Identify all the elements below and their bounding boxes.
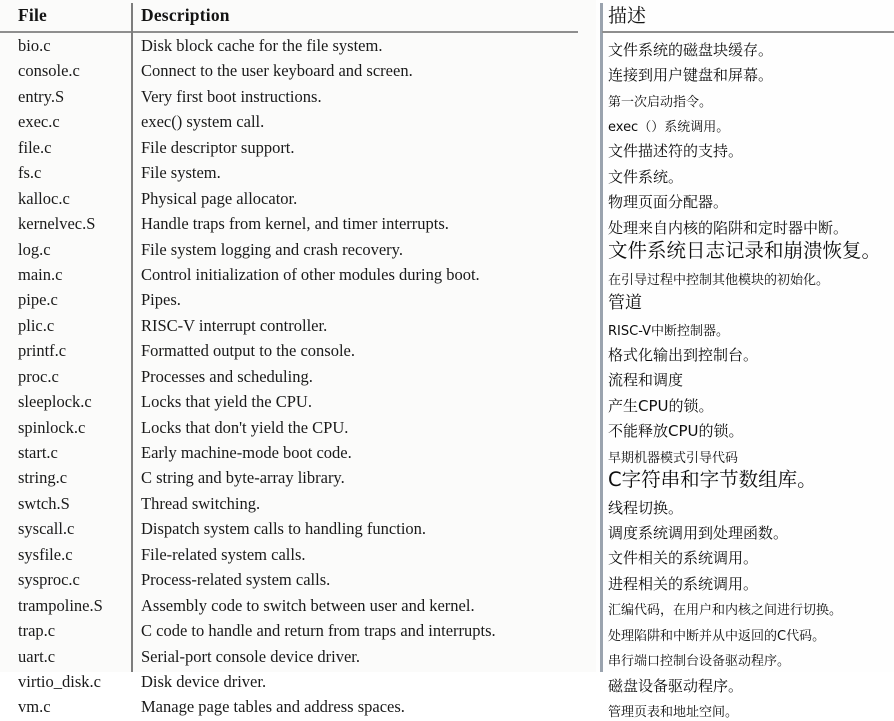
translation-row bbox=[596, 695, 894, 720]
table-row bbox=[0, 314, 596, 339]
cell-description: C string and byte-array library. bbox=[141, 468, 345, 488]
translated-description: 汇编代码，在用户和内核之间进行切换。 bbox=[608, 603, 843, 619]
overlay-header-rule bbox=[602, 31, 894, 33]
cell-file-name: kalloc.c bbox=[18, 188, 70, 208]
translation-body bbox=[596, 34, 894, 721]
table-row bbox=[0, 263, 596, 288]
translated-description: 格式化输出到控制台。 bbox=[608, 345, 759, 364]
translation-row bbox=[596, 365, 894, 390]
table-row bbox=[0, 161, 596, 186]
cell-file-name: uart.c bbox=[18, 646, 56, 666]
translated-description: 不能释放CPU的锁。 bbox=[608, 422, 744, 441]
cell-description: Connect to the user keyboard and screen. bbox=[141, 61, 413, 81]
translated-description: 物理页面分配器。 bbox=[608, 193, 729, 212]
translated-description: 产生CPU的锁。 bbox=[608, 396, 714, 415]
cell-file-name: fs.c bbox=[18, 163, 42, 183]
translation-row bbox=[596, 288, 894, 313]
translated-description: C字符串和字节数组库。 bbox=[608, 468, 817, 492]
cell-description: Thread switching. bbox=[141, 493, 261, 513]
translated-description: RISC-V中断控制器。 bbox=[608, 323, 730, 339]
cell-description: Disk block cache for the file system. bbox=[141, 36, 383, 55]
cell-file-name: spinlock.c bbox=[18, 417, 86, 437]
cell-description: Process-related system calls. bbox=[141, 570, 331, 590]
cell-file-name: vm.c bbox=[18, 697, 51, 717]
cell-file-name: main.c bbox=[18, 264, 63, 284]
cell-description: Manage page tables and address spaces. bbox=[141, 697, 405, 717]
table-body bbox=[0, 34, 596, 721]
translated-description: 文件相关的系统调用。 bbox=[608, 549, 759, 568]
cell-file-name: entry.S bbox=[18, 86, 65, 106]
translated-description: 串行端口控制台设备驱动程序。 bbox=[608, 654, 791, 670]
table-row bbox=[0, 136, 596, 161]
translated-description: 文件系统。 bbox=[608, 167, 684, 186]
translated-description: 管理页表和地址空间。 bbox=[608, 705, 739, 721]
table-row bbox=[0, 492, 596, 517]
cell-description: File system. bbox=[141, 163, 221, 183]
table-row bbox=[0, 288, 596, 313]
translated-description: 磁盘设备驱动程序。 bbox=[608, 676, 744, 695]
table-row bbox=[0, 59, 596, 84]
cell-file-name: sysproc.c bbox=[18, 570, 80, 590]
cell-file-name: virtio_disk.c bbox=[18, 671, 101, 691]
table-row bbox=[0, 594, 596, 619]
translation-row bbox=[596, 568, 894, 593]
translation-row bbox=[596, 212, 894, 237]
translated-description: 早期机器模式引导代码 bbox=[608, 450, 739, 466]
table-row bbox=[0, 416, 596, 441]
table-row bbox=[0, 85, 596, 110]
cell-description: Dispatch system calls to handling function. bbox=[141, 519, 427, 539]
table-row bbox=[0, 441, 596, 466]
cell-file-name: trampoline.S bbox=[18, 595, 103, 615]
translation-row bbox=[596, 670, 894, 695]
translation-row bbox=[596, 187, 894, 212]
cell-file-name: string.c bbox=[18, 468, 68, 488]
translated-column-header-description: 描述 bbox=[608, 5, 647, 27]
translation-row bbox=[596, 110, 894, 135]
translation-row bbox=[596, 619, 894, 644]
translation-row bbox=[596, 34, 894, 59]
cell-file-name: printf.c bbox=[18, 341, 67, 361]
cell-description: Control initialization of other modules during boot. bbox=[141, 264, 480, 284]
table-row bbox=[0, 187, 596, 212]
translation-row bbox=[596, 59, 894, 84]
cell-description: Pipes. bbox=[141, 290, 181, 310]
translation-overlay-panel bbox=[596, 0, 894, 721]
translated-description: 流程和调度 bbox=[608, 371, 684, 390]
table-row bbox=[0, 466, 596, 491]
table-row bbox=[0, 34, 596, 59]
table-row bbox=[0, 695, 596, 720]
translated-description: 第一次启动指令。 bbox=[608, 94, 713, 110]
cell-file-name: trap.c bbox=[18, 621, 56, 641]
table-row bbox=[0, 645, 596, 670]
cell-description: Assembly code to switch between user and kernel. bbox=[141, 595, 475, 615]
translated-description: exec（）系统调用。 bbox=[608, 120, 730, 136]
translated-description: 线程切换。 bbox=[608, 498, 684, 517]
translation-row bbox=[596, 517, 894, 542]
cell-file-name: bio.c bbox=[18, 36, 51, 55]
translated-description: 处理陷阱和中断并从中返回的C代码。 bbox=[608, 628, 826, 644]
table-row bbox=[0, 238, 596, 263]
table-row bbox=[0, 670, 596, 695]
translation-row bbox=[596, 339, 894, 364]
table-row bbox=[0, 619, 596, 644]
translation-row bbox=[596, 390, 894, 415]
cell-file-name: start.c bbox=[18, 443, 58, 462]
translation-row bbox=[596, 263, 894, 288]
translation-row bbox=[596, 441, 894, 466]
cell-file-name: plic.c bbox=[18, 315, 55, 335]
cell-file-name: proc.c bbox=[18, 366, 59, 386]
translation-row bbox=[596, 543, 894, 568]
column-header-description: Description bbox=[141, 5, 230, 25]
translation-row bbox=[596, 161, 894, 186]
cell-description: Locks that don't yield the CPU. bbox=[141, 417, 349, 437]
table-row bbox=[0, 110, 596, 135]
cell-file-name: sysfile.c bbox=[18, 544, 73, 564]
header-horizontal-rule bbox=[0, 31, 578, 33]
table-row bbox=[0, 365, 596, 390]
translation-row bbox=[596, 314, 894, 339]
cell-file-name: pipe.c bbox=[18, 290, 58, 310]
cell-file-name: syscall.c bbox=[18, 519, 75, 539]
cell-description: Disk device driver. bbox=[141, 671, 267, 691]
translation-row bbox=[596, 645, 894, 670]
cell-file-name: log.c bbox=[18, 239, 51, 259]
cell-description: RISC-V interrupt controller. bbox=[141, 315, 328, 335]
cell-file-name: sleeplock.c bbox=[18, 392, 92, 412]
translated-description: 连接到用户键盘和屏幕。 bbox=[608, 66, 774, 85]
cell-file-name: kernelvec.S bbox=[18, 214, 96, 234]
cell-description: Locks that yield the CPU. bbox=[141, 392, 312, 412]
cell-description: File-related system calls. bbox=[141, 544, 306, 564]
translation-row bbox=[596, 492, 894, 517]
table-row bbox=[0, 543, 596, 568]
cell-description: Handle traps from kernel, and timer interrupts. bbox=[141, 214, 449, 234]
cell-file-name: exec.c bbox=[18, 112, 60, 132]
translated-description: 文件系统日志记录和崩溃恢复。 bbox=[608, 239, 882, 263]
cell-description: Early machine-mode boot code. bbox=[141, 443, 352, 462]
cell-description: File descriptor support. bbox=[141, 137, 295, 157]
table-row bbox=[0, 212, 596, 237]
cell-file-name: file.c bbox=[18, 137, 52, 157]
cell-description: C code to handle and return from traps and interrupts. bbox=[141, 621, 496, 641]
translation-row bbox=[596, 136, 894, 161]
cell-description: Very first boot instructions. bbox=[141, 86, 322, 106]
translated-description: 文件系统的磁盘块缓存。 bbox=[608, 40, 774, 59]
translated-description: 文件描述符的支持。 bbox=[608, 142, 744, 161]
translated-description: 管道 bbox=[608, 292, 642, 313]
cell-description: Serial-port console device driver. bbox=[141, 646, 361, 666]
cell-description: exec() system call. bbox=[141, 112, 265, 132]
translated-description: 处理来自内核的陷阱和定时器中断。 bbox=[608, 218, 849, 237]
translated-description: 在引导过程中控制其他模块的初始化。 bbox=[608, 272, 830, 288]
table-row bbox=[0, 517, 596, 542]
translation-row bbox=[596, 594, 894, 619]
table-row bbox=[0, 390, 596, 415]
cell-description: File system logging and crash recovery. bbox=[141, 239, 403, 259]
table-header-row bbox=[0, 4, 596, 31]
cell-description: Formatted output to the console. bbox=[141, 341, 356, 361]
translated-description: 调度系统调用到处理函数。 bbox=[608, 524, 789, 542]
cell-file-name: console.c bbox=[18, 61, 80, 81]
cell-description: Processes and scheduling. bbox=[141, 366, 313, 386]
translated-description: 进程相关的系统调用。 bbox=[608, 574, 759, 593]
table-row bbox=[0, 339, 596, 364]
translation-row bbox=[596, 238, 894, 263]
translation-row bbox=[596, 466, 894, 491]
translation-row bbox=[596, 416, 894, 441]
translation-row bbox=[596, 85, 894, 110]
column-header-file: File bbox=[18, 5, 47, 25]
cell-description: Physical page allocator. bbox=[141, 188, 298, 208]
table-row bbox=[0, 568, 596, 593]
cell-file-name: swtch.S bbox=[18, 493, 70, 513]
